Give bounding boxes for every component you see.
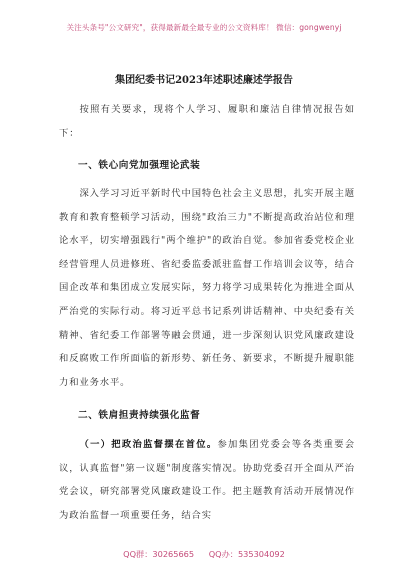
section-heading-2: 二、铁肩担责持续强化监督 <box>78 410 201 421</box>
subsection-1-text: 参加集团党委会等各类重要会议，认真监督"第一议题"制度落实情况。协助党委召开全面从严治党会议，研究部署党风廉政建设工作。把主题教育活动开展情况作为政治监督一项重要任务，结合实 <box>59 439 355 521</box>
subsection-1-paragraph <box>59 433 355 527</box>
qq-group-number: QQ群：30265665 <box>123 549 195 559</box>
document-title: 集团纪委书记2023年述职述廉述学报告 <box>115 75 293 86</box>
intro-paragraph: 按照有关要求，现将个人学习、履职和廉洁自律情况报告如下： <box>59 104 355 139</box>
promo-banner: 关注头条号"公文研究"，获得最新最全最专业的公文资料库！ 微信：gongwenyj <box>66 23 342 32</box>
footer-contacts <box>0 549 408 560</box>
subsection-1-lead: （一）把政治监督摆在首位。 <box>79 439 218 450</box>
section-1-paragraph: 深入学习习近平新时代中国特色社会主义思想，扎实开展主题教育和教育整顿学习活动，围绕"政治三力"不断提高政治站位和理论水平，切实增强践行"两个维护"的政治自觉。参加省委党校企业经营管理人员进修班、省纪委监委派驻监督工作培训会议等，结合国企改革和集团成立发展实际，努力将学习成果转化为推进全面从严治党的实际行动。将习近平总书记系列讲话精神、中央纪委有关精神、省纪委工作部署等融会贯通，进一步深刻认识党风廉政建设和反腐败工作所面临的新形势、新任务、新要求，不断提升履职能力和业务水平。 <box>59 188 355 388</box>
section-heading-1: 一、铁心向党加强理论武装 <box>78 160 201 171</box>
qq-office-number: QQ办：535304092 <box>208 549 285 559</box>
